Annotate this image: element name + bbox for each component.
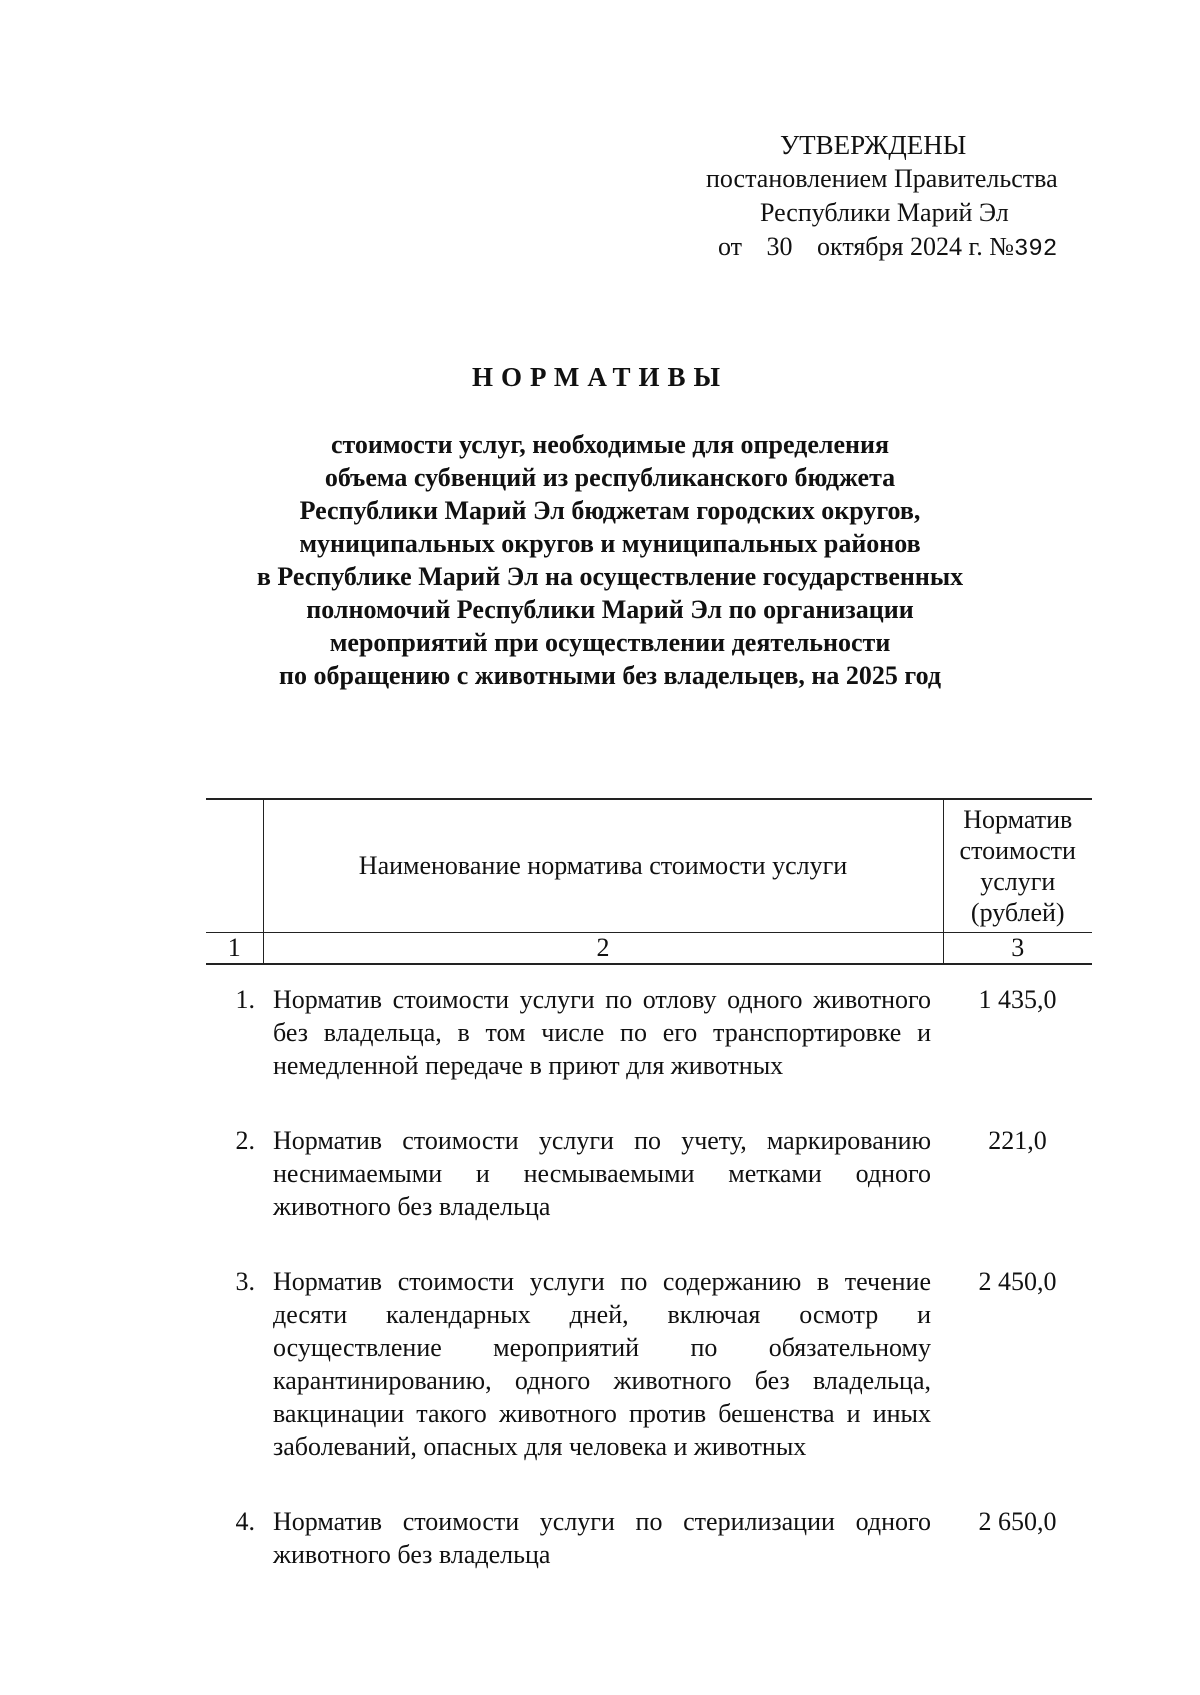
row-number: 3. [235, 1267, 255, 1296]
table-row [206, 964, 1092, 1106]
row-name: Норматив стоимости услуги по стерилизации одного животного без владельца [273, 1507, 931, 1569]
header-value-line: стоимости [959, 836, 1076, 865]
document-subtitle [150, 428, 1070, 692]
norms-table [206, 798, 1092, 1581]
header-value-line: услуги [980, 867, 1056, 896]
index-cell: 3 [943, 933, 1092, 965]
table-row [206, 1247, 1092, 1487]
approval-date-prefix: от [718, 232, 743, 261]
row-value: 1 435,0 [978, 985, 1057, 1014]
table-header-row [206, 799, 1092, 933]
row-name: Норматив стоимости услуги по отлову одного животного без владельца, в том числе по его транспортировке и немедленной передаче в приют для животных [273, 985, 931, 1080]
subtitle-line: по обращению с животными без владельцев, на 2025 год [279, 661, 941, 690]
table-row [206, 1487, 1092, 1581]
table-index-row [206, 933, 1092, 965]
approval-date-day: 30 [766, 232, 793, 261]
header-value-cell [943, 799, 1092, 933]
header-name-cell: Наименование норматива стоимости услуги [263, 799, 943, 933]
index-cell: 1 [206, 933, 263, 965]
row-value: 221,0 [988, 1126, 1047, 1155]
approval-title: УТВЕРЖДЕНЫ [780, 130, 967, 160]
approval-line-government: постановлением Правительства [706, 164, 1058, 193]
subtitle-line: объема субвенций из республиканского бюджета [324, 463, 896, 492]
row-name: Норматив стоимости услуги по учету, маркированию неснимаемыми и несмываемыми метками одного животного без владельца [273, 1126, 931, 1221]
header-value-line: Норматив [963, 805, 1073, 834]
table-row [206, 1106, 1092, 1247]
row-number: 2. [235, 1126, 255, 1155]
row-name: Норматив стоимости услуги по содержанию в течение десяти календарных дней, включая осмотр и осуществление мероприятий по обязательному карантинированию, одного животного без владельца, вакцинации такого животного против бешенства и иных заболеваний, опасных для человека и животных [273, 1267, 931, 1461]
header-num-cell [206, 799, 263, 933]
index-cell: 2 [263, 933, 943, 965]
row-number: 1. [235, 985, 255, 1014]
approval-date-line [718, 230, 1138, 267]
document-title: НОРМАТИВЫ [471, 362, 729, 392]
row-number: 4. [235, 1507, 255, 1536]
subtitle-line: в Республике Марий Эл на осуществление государственных [256, 562, 964, 591]
approval-line-republic: Республики Марий Эл [760, 198, 1009, 227]
approval-doc-number: 392 [1014, 236, 1058, 263]
subtitle-line: Республики Марий Эл бюджетам городских округов, [299, 496, 921, 525]
row-value: 2 650,0 [978, 1507, 1057, 1536]
subtitle-line: мероприятий при осуществлении деятельности [329, 628, 891, 657]
subtitle-line: стоимости услуг, необходимые для определения [330, 430, 890, 459]
header-value-line: (рублей) [970, 898, 1065, 927]
row-value: 2 450,0 [978, 1267, 1057, 1296]
subtitle-line: муниципальных округов и муниципальных районов [299, 529, 921, 558]
approval-date-rest: октября 2024 г. № [817, 232, 1015, 261]
approval-block [690, 128, 1110, 267]
subtitle-line: полномочий Республики Марий Эл по организации [306, 595, 914, 624]
